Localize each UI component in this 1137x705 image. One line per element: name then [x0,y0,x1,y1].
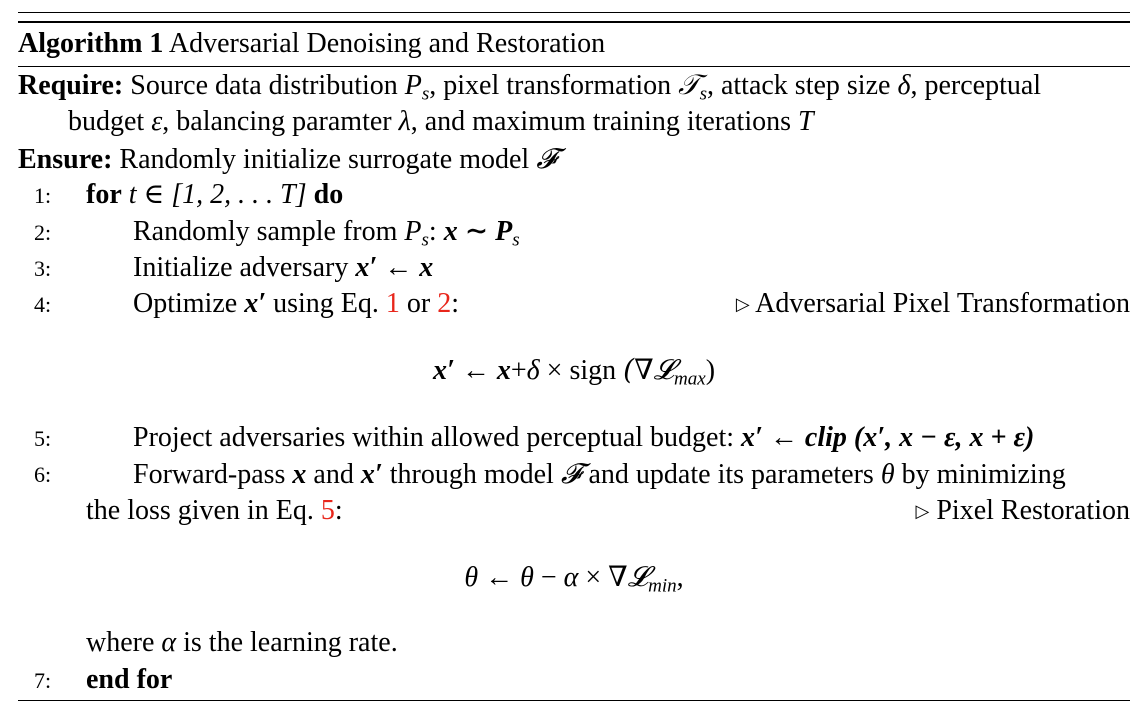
eq-max-times: × [546,355,563,386]
eq-min-minus: − [540,562,557,593]
step-6-and: and [313,459,354,490]
step-5-text: Project adversaries within allowed perceptual budget: [133,422,735,453]
step-number: 2: [34,220,52,245]
sym-model-F: 𝓕 [536,142,557,175]
do-keyword: do [313,179,344,210]
sym-P: P [404,70,422,101]
sym-T-cal: 𝒯 [678,68,700,101]
end-for-keyword: end for [86,664,173,695]
where-text-b: is the learning rate. [183,627,398,658]
step-5-expr: x′ ← clip (x′, x − ε, x + ε) [741,422,1035,453]
require-text-1: Source data distribution [130,70,398,101]
algorithm-page: Algorithm 1 Adversarial Denoising and Restoration Require: Source data distribution $P_s$, pixel transformation 𝒯$_s$, attack step size δ, perceptual budget ε, balancing paramter λ, and maximum training iterations T Ensure: Randomly initialize surrogate model 𝓕 1: for t ∈ [1, 2, . . . T] do 2: Randomly sample from $P_s$: x ∼ $P_s$ 3: Initialize adversary x′ ← x 4: Optimize x′ using Eq. 1 or 2: ▷ Adversarial Pixel Transformation x′ ← x+δ × sign (∇𝓛$_{max}$) 5: Project adversaries within allowed perceptual budget: x′ ← clip (x′, x − ε, x + ε) 6: Forward-pass x and x′ through model 𝓕 and update its parameters θ by minimizing the loss given in Eq. 5: ▷ Pixel Restoration θ ← θ − α × ∇𝓛$_{min}$, where α is the learning rate. 7: end for [0,0,1137,705]
eq-min-theta2: θ [520,562,534,593]
require-text-7: and maximum training iterations [424,106,792,137]
eq-min-comma: , [676,562,684,593]
require-text-4: perceptual [924,70,1042,101]
eq-max-lhs: x′ [432,355,455,386]
step-4-text-b: using Eq. [273,288,379,319]
where-text-a: where [86,627,155,658]
require-text-6: balancing paramter [176,106,392,137]
step-6-cont-text: the loss given in Eq. [86,495,314,526]
step-6-comment [916,497,1131,525]
eq-min-arrow: ← [485,562,514,593]
sym-T: T [798,106,814,137]
step-number: 4: [34,292,52,317]
step-4-text-a: Optimize [133,288,238,319]
eq-min-sub: min [648,575,677,597]
require-text-5: budget [68,106,145,137]
header-rule [18,66,1130,67]
step-6-comment-text: Pixel Restoration [936,495,1130,526]
ensure-text: Randomly initialize surrogate model [119,144,530,175]
sym-delta: δ [897,70,911,101]
top-rule-thick [18,21,1130,23]
for-keyword: for [86,179,122,210]
require-keyword: Require: [18,70,124,101]
step-6-text-a: Forward-pass [133,459,286,490]
comment-triangle-icon: ▷ [915,501,930,521]
where-alpha: α [161,627,177,658]
algorithm-title: Adversarial Denoising and Restoration [168,28,606,59]
step-number: 5: [34,426,52,451]
eq-max-sign: sign [569,355,617,386]
step-6-text-d: by minimizing [901,459,1066,490]
eq-min-times: × [585,562,602,593]
step-number: 1: [34,183,52,208]
require-text-2: pixel transformation [443,70,672,101]
require-text-3: attack step size [720,70,891,101]
algorithm-label: Algorithm 1 [18,28,164,59]
ensure-line [18,142,1130,175]
step-4-comment-text: Adversarial Pixel Transformation [755,288,1130,319]
top-rule-thin [18,12,1130,13]
sym-epsilon: ε [151,106,163,137]
eq-max-close: ) [705,355,716,386]
eq-min-theta: θ [464,562,479,593]
eq-max-arrow: ← [461,355,490,386]
loop-range: t ∈ [1, 2, . . . T] [128,179,307,210]
step-3-expr: x′ ← x [355,252,434,283]
ensure-keyword: Ensure: [18,144,113,175]
eq-max-x: x [496,355,511,386]
eq-2-link[interactable]: 2 [437,288,452,319]
step-number: 6: [34,462,52,487]
step-number: 7: [34,668,52,693]
bottom-rule [18,700,1130,701]
step-6-text-c: and update its parameters [588,459,874,490]
sym-lambda: λ [398,106,411,137]
eq-5-link[interactable]: 5 [320,495,335,526]
eq-max-delta: δ [526,355,540,386]
step-3-text: Initialize adversary [133,252,349,283]
step-4-or: or [406,288,431,319]
step-2-text: Randomly sample from [133,216,398,247]
step-4-comment [736,290,1130,318]
eq-max-plus: + [510,355,527,386]
step-number: 3: [34,256,52,281]
eq-1-link[interactable]: 1 [385,288,400,319]
eq-max-grad: (∇𝓛 [623,353,674,386]
eq-max-sub: max [673,368,706,390]
eq-min-alpha: α [563,562,579,593]
algorithm-header [18,30,1130,58]
step-6-text-b: through model [389,459,554,490]
require-line-1: Require: Source data distribution $P_s$, pixel transformation 𝒯$_s$, attack step size δ, perceptual [18,68,1042,105]
comment-triangle-icon: ▷ [735,294,750,314]
sym-s: s [421,83,430,105]
eq-min-grad: ∇𝓛 [608,560,649,593]
step-2-expr: x ∼ P [443,216,513,247]
